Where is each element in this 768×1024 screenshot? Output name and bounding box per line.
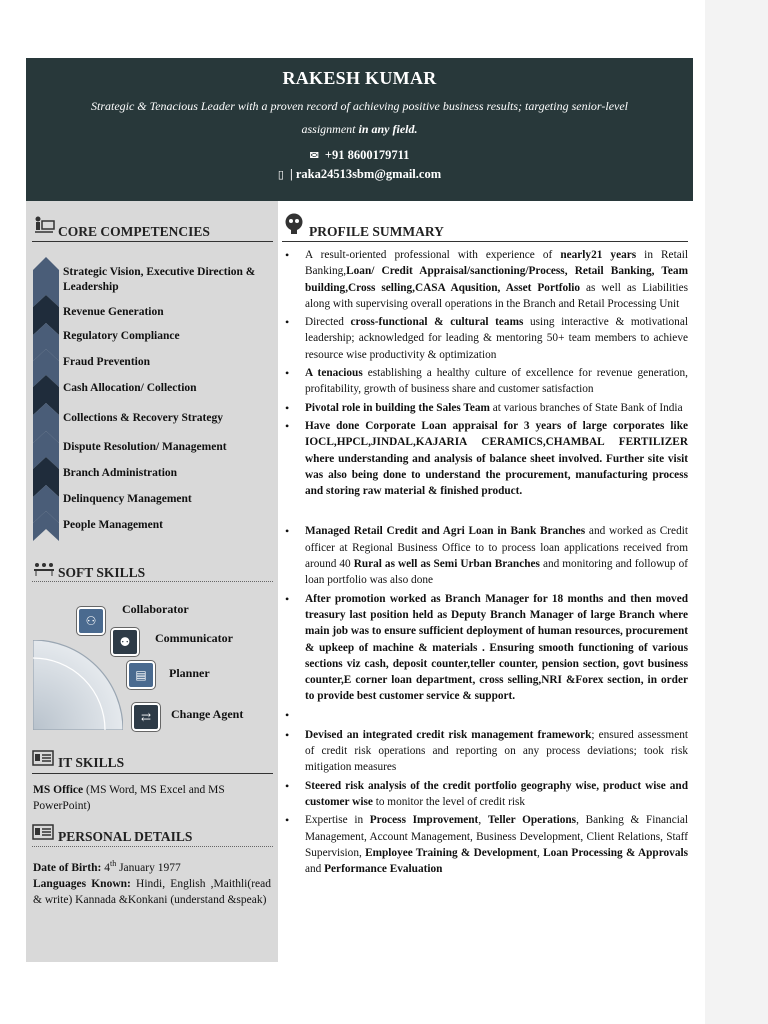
soft-skill-label: Collaborator bbox=[122, 602, 189, 616]
it-divider bbox=[32, 773, 273, 774]
candidate-tagline bbox=[66, 95, 653, 141]
collaborator-icon: ⚇ bbox=[77, 607, 105, 635]
competency-item: Dispute Resolution/ Management bbox=[63, 441, 227, 453]
id-card-icon bbox=[32, 824, 54, 844]
envelope-icon: ✉ bbox=[309, 150, 319, 162]
profile-bullet: • A result-oriented professional with experience of nearly21 years in Retail Banking,Loan/ Credit Appraisal/sanctioning/Process, Retail Banking, Team building,Cross selling,CASA Aqusition, Asset Portfolio as well as Liabilities along with supervising overall operations in the Branch and Retail Processing Unit bbox=[305, 247, 688, 312]
profile-bullet: • After promotion worked as Branch Manager for 18 months and then moved treasury last position held as Deputy Branch Manager of large Branch where main job was to ensure sufficient deployment of human resources, procurement & upkeep of machine & materials . Ensuring smooth functioning of various sections viz cash, deposit counter,teller counter, pension section, govt business counter,E corner loan department, cross selling,NRI &Forex section, in order to provide best customer service & support. bbox=[305, 591, 688, 705]
change-agent-icon: ⇄ bbox=[132, 703, 160, 731]
profile-divider bbox=[282, 241, 688, 242]
dob-label: Date of Birth: bbox=[33, 861, 102, 874]
teamwork-icon bbox=[33, 560, 55, 580]
resume-header bbox=[26, 58, 693, 201]
competency-item: Revenue Generation bbox=[63, 306, 164, 318]
competency-chevrons bbox=[33, 257, 59, 541]
communicator-icon: ⚉ bbox=[111, 628, 139, 656]
core-competencies-title: CORE COMPETENCIES bbox=[58, 224, 210, 239]
profile-bullet: • Steered risk analysis of the credit portfolio geography wise, product wise and customer wise to monitor the level of credit risk bbox=[305, 778, 688, 811]
languages-value: Hindi, English ,Maithli(read & write) Kannada &Konkani (understand &speak) bbox=[33, 878, 271, 906]
soft-skills-arc bbox=[33, 640, 123, 730]
competency-item: Delinquency Management bbox=[63, 493, 192, 505]
profile-summary-title: PROFILE SUMMARY bbox=[309, 224, 444, 239]
profile-bullet: • Have done Corporate Loan appraisal for 3 years of large corporates like IOCL,HPCL,JINDAL,KAJARIA CERAMICS,CHAMBAL FERTILIZER where understanding and analysis of balance sheet involved. Further site visit was also being done to understand the procurement, manufacturing process and storing raw material & finished product. bbox=[305, 418, 688, 499]
id-card-icon bbox=[32, 750, 54, 770]
competency-item: Cash Allocation/ Collection bbox=[63, 382, 197, 394]
competency-item: Fraud Prevention bbox=[63, 356, 150, 368]
profile-bullet: • Managed Retail Credit and Agri Loan in Bank Branches and worked as Credit officer at Regional Business Office to to process loan applications received from around 40 Rural as well as Semi Urban Branches and monitoring and followup of loan portfolio was also done bbox=[305, 523, 688, 588]
profile-bullet: • Directed cross-functional & cultural teams using interactive & motivational leadership; acknowledged for leading & mentoring 50+ team members to achieve resource wise productivity & optimization bbox=[305, 314, 688, 363]
personal-divider bbox=[32, 846, 273, 848]
phone-icon: ▯ bbox=[277, 169, 284, 181]
soft-skill-label: Planner bbox=[169, 666, 210, 680]
core-divider bbox=[32, 241, 273, 242]
soft-skill-label: Change Agent bbox=[171, 707, 244, 721]
languages-label: Languages Known: bbox=[33, 878, 131, 890]
personal-details-title: PERSONAL DETAILS bbox=[58, 829, 193, 844]
competency-item: Branch Administration bbox=[63, 467, 178, 479]
competency-item: Collections & Recovery Strategy bbox=[63, 412, 223, 424]
profile-summary-list bbox=[282, 247, 688, 877]
tagline-bold: in any field. bbox=[358, 122, 418, 136]
dob-day: 4 bbox=[101, 861, 110, 874]
profile-bullet: • A tenacious establishing a healthy culture of excellence for revenue generation, profitability, growth of business share and customer satisfaction bbox=[305, 365, 688, 398]
candidate-name: RAKESH KUMAR bbox=[282, 68, 437, 88]
profile-head-icon bbox=[284, 213, 304, 239]
profile-bullet: • Pivotal role in building the Sales Team at various branches of State Bank of India bbox=[305, 400, 688, 416]
it-skills-text bbox=[33, 782, 258, 814]
soft-skills-title: SOFT SKILLS bbox=[58, 565, 146, 580]
email-address[interactable]: | raka24513sbm@gmail.com bbox=[289, 167, 442, 181]
languages-line bbox=[33, 876, 271, 908]
ms-office-detail: (MS Word, MS Excel and MS PowerPoint) bbox=[33, 784, 225, 812]
soft-skill-label: Communicator bbox=[155, 631, 233, 645]
profile-bullet: • Expertise in Process Improvement, Teller Operations, Banking & Financial Management, Account Management, Business Development, Client Relations, Staff Supervision, Employee Training & Development, Loan Processing & Approvals and Performance Evaluation bbox=[305, 812, 688, 877]
profile-bullet: • Devised an integrated credit risk management framework; ensured assessment of credit risk operations and reporting on any process deviations; took risk mitigation measures bbox=[305, 727, 688, 776]
profile-bullet-empty bbox=[305, 707, 688, 723]
competency-item: Regulatory Compliance bbox=[63, 330, 180, 342]
soft-divider bbox=[32, 581, 273, 583]
phone-line bbox=[26, 146, 693, 165]
page-margin-shade bbox=[705, 0, 768, 1024]
dob-suffix: th bbox=[109, 859, 117, 868]
competency-item: Strategic Vision, Executive Direction & Leadership bbox=[63, 266, 256, 293]
planner-icon: ▤ bbox=[127, 661, 155, 689]
tagline-text: Strategic & Tenacious Leader with a proven record of achieving positive business results; targeting senior-level assignment bbox=[90, 99, 629, 136]
competency-item: People Management bbox=[63, 519, 163, 531]
dob-line bbox=[33, 856, 271, 876]
ms-office-label: MS Office bbox=[33, 784, 84, 796]
it-skills-title: IT SKILLS bbox=[58, 755, 125, 770]
dob-rest: January 1977 bbox=[116, 861, 181, 874]
contact-block bbox=[26, 146, 693, 184]
presenter-icon bbox=[33, 215, 55, 241]
email-line bbox=[26, 165, 693, 184]
phone-number: +91 8600179711 bbox=[324, 148, 410, 162]
